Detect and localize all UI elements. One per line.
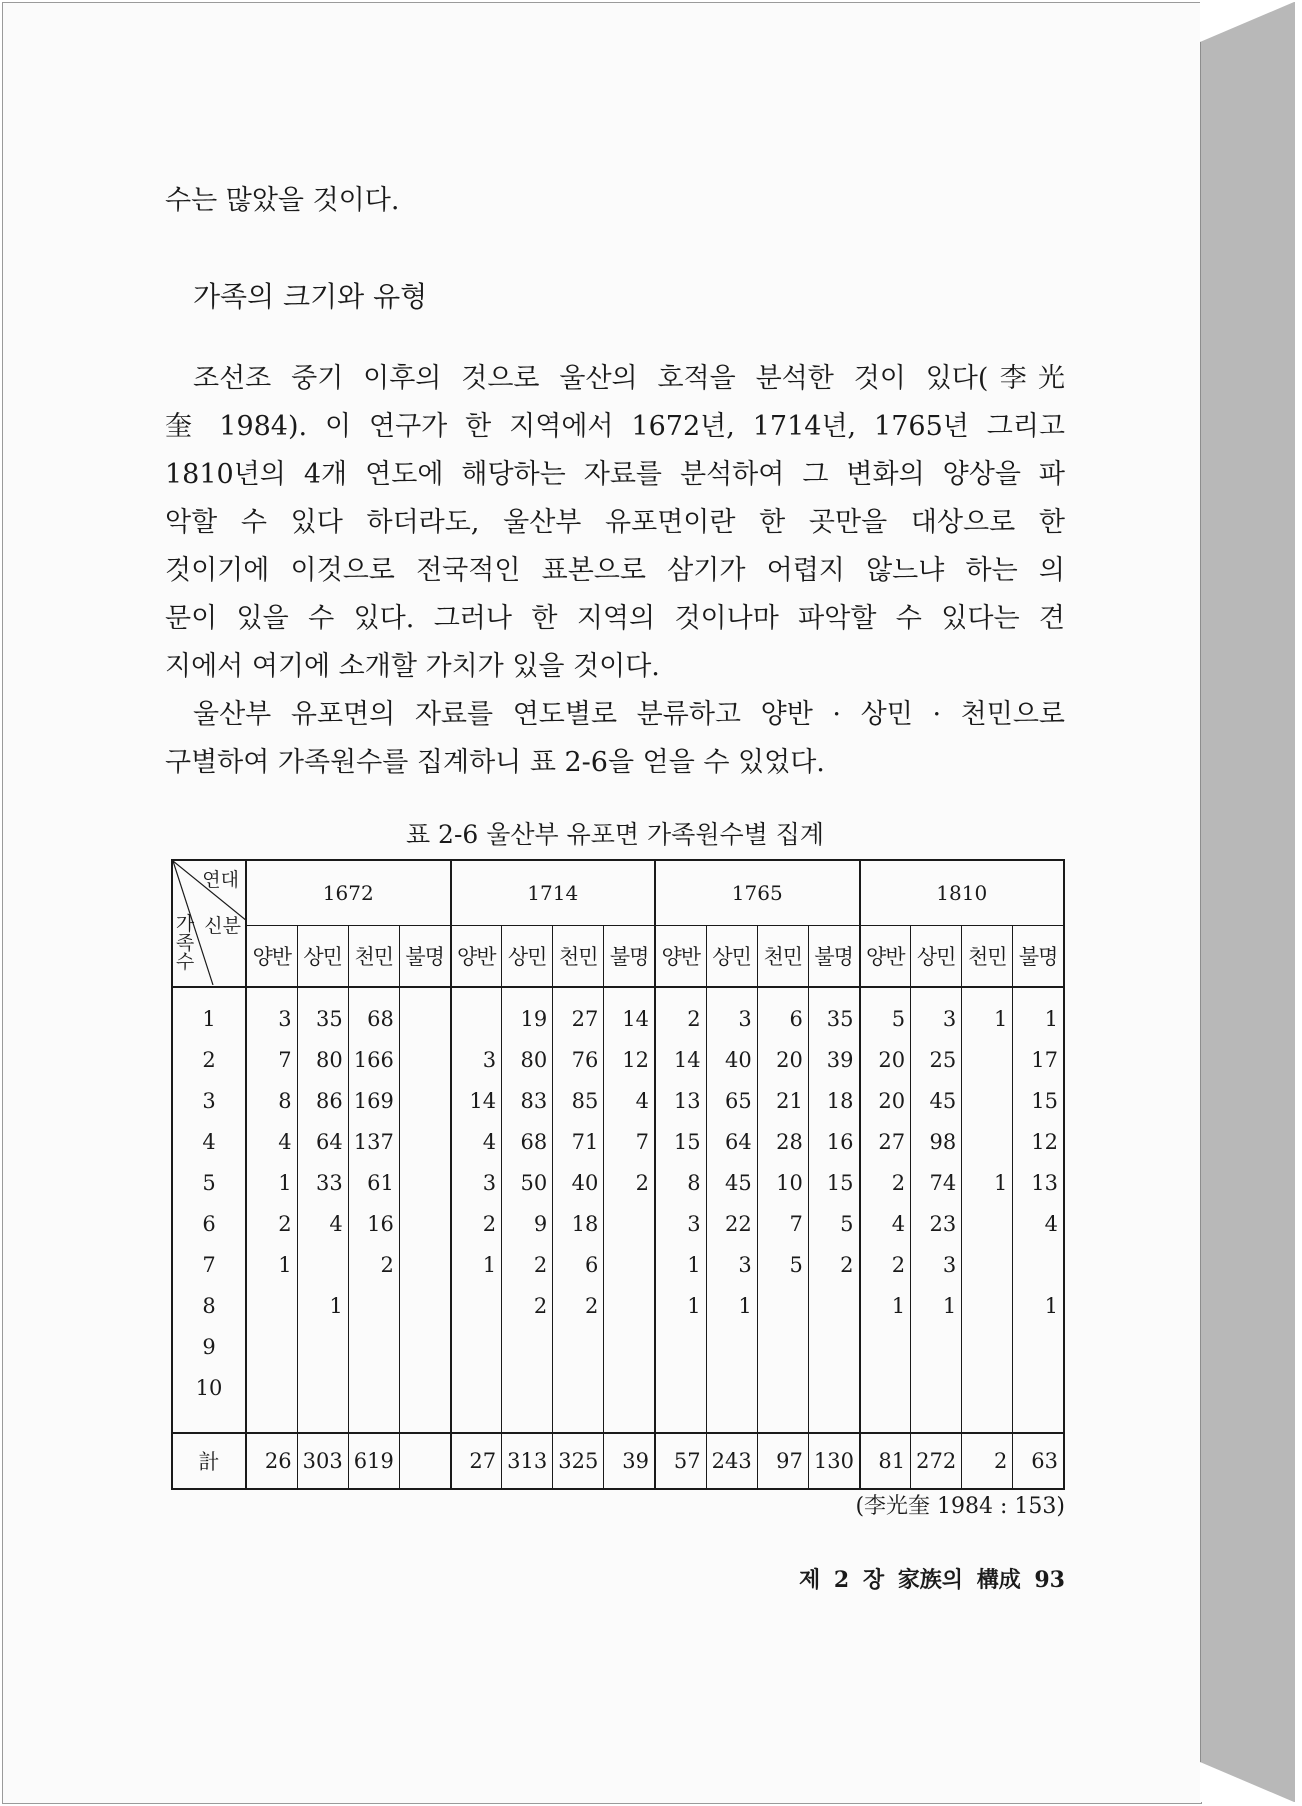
table-cell: 28 xyxy=(757,1121,808,1162)
table-cell: 8 xyxy=(655,1162,706,1203)
table-cell xyxy=(451,1367,502,1408)
table-cell: 166 xyxy=(348,1039,399,1080)
table-cell xyxy=(706,1367,757,1408)
table-cell: 15 xyxy=(1013,1080,1064,1121)
table-cell: 3 xyxy=(655,1203,706,1244)
spacer-cell xyxy=(962,1408,1013,1433)
table-cell: 3 xyxy=(451,1162,502,1203)
table-cell: 1 xyxy=(860,1285,911,1326)
table-cell xyxy=(1013,1326,1064,1367)
table-cell: 6 xyxy=(757,987,808,1039)
table-row xyxy=(172,1367,1064,1408)
table-cell: 20 xyxy=(757,1039,808,1080)
table-cell: 19 xyxy=(502,987,553,1039)
table-cell: 2 xyxy=(246,1203,297,1244)
status-header: 불명 xyxy=(1013,926,1064,988)
table-cell xyxy=(297,1244,348,1285)
spacer-cell xyxy=(451,1408,502,1433)
table-cell xyxy=(911,1367,962,1408)
footer-title: 家族의 構成 xyxy=(897,1567,1021,1593)
table-cell: 71 xyxy=(553,1121,604,1162)
text-line: 지에서 여기에 소개할 가치가 있을 것이다. xyxy=(165,651,660,682)
table-cell: 2 xyxy=(502,1244,553,1285)
table-cell xyxy=(757,1285,808,1326)
table-cell: 6 xyxy=(553,1244,604,1285)
table-cell: 7 xyxy=(246,1039,297,1080)
family-size-label: 3 xyxy=(172,1080,246,1121)
table-cell xyxy=(246,1326,297,1367)
table-cell xyxy=(655,1367,706,1408)
table-cell: 1 xyxy=(655,1244,706,1285)
table-cell xyxy=(962,1203,1013,1244)
table-cell xyxy=(502,1326,553,1367)
table-cell: 1 xyxy=(655,1285,706,1326)
table-cell: 8 xyxy=(246,1080,297,1121)
total-cell: 2 xyxy=(962,1433,1013,1489)
table-cell: 17 xyxy=(1013,1039,1064,1080)
table-cell: 15 xyxy=(808,1162,859,1203)
status-header: 불명 xyxy=(604,926,655,988)
text-line: 문이 있을 수 있다. 그러나 한 지역의 것이나마 파악할 수 있다는 견 xyxy=(165,603,1065,634)
spacer-cell xyxy=(655,1408,706,1433)
table-cell: 3 xyxy=(246,987,297,1039)
total-cell: 26 xyxy=(246,1433,297,1489)
table-cell xyxy=(399,1326,450,1367)
table-cell: 15 xyxy=(655,1121,706,1162)
table-cell xyxy=(502,1367,553,1408)
table-cell xyxy=(808,1367,859,1408)
family-size-label: 8 xyxy=(172,1285,246,1326)
table-cell xyxy=(860,1367,911,1408)
table-cell: 10 xyxy=(757,1162,808,1203)
table-cell: 3 xyxy=(706,1244,757,1285)
spacer-cell xyxy=(706,1408,757,1433)
table-cell: 2 xyxy=(860,1244,911,1285)
table-cell: 14 xyxy=(604,987,655,1039)
family-size-label: 9 xyxy=(172,1326,246,1367)
table-cell xyxy=(962,1244,1013,1285)
table-cell xyxy=(604,1367,655,1408)
spacer-cell xyxy=(297,1408,348,1433)
table-cell xyxy=(962,1121,1013,1162)
table-cell: 80 xyxy=(502,1039,553,1080)
table-cell: 23 xyxy=(911,1203,962,1244)
table-cell xyxy=(451,1285,502,1326)
total-cell: 39 xyxy=(604,1433,655,1489)
status-header: 양반 xyxy=(246,926,297,988)
text-line: 奎 1984). 이 연구가 한 지역에서 1672년, 1714년, 1765년 그리고 xyxy=(165,411,1065,442)
table-cell: 2 xyxy=(808,1244,859,1285)
table-cell xyxy=(962,1367,1013,1408)
table-cell xyxy=(451,1326,502,1367)
table-cell: 2 xyxy=(655,987,706,1039)
status-header: 불명 xyxy=(808,926,859,988)
spacer-cell xyxy=(502,1408,553,1433)
text-line: 1810년의 4개 연도에 해당하는 자료를 분석하여 그 변화의 양상을 파 xyxy=(165,459,1065,490)
table-cell xyxy=(399,1285,450,1326)
book-page xyxy=(2,2,1202,1804)
table-cell: 3 xyxy=(911,1244,962,1285)
table-cell xyxy=(451,987,502,1039)
table-cell xyxy=(399,1244,450,1285)
table-cell xyxy=(348,1367,399,1408)
table-row xyxy=(172,1203,1064,1244)
table-cell xyxy=(808,1285,859,1326)
table-cell: 3 xyxy=(911,987,962,1039)
total-cell: 97 xyxy=(757,1433,808,1489)
table-cell: 64 xyxy=(297,1121,348,1162)
footer-chapter: 제 2 장 xyxy=(798,1567,885,1593)
table-cell: 5 xyxy=(808,1203,859,1244)
table-cell: 22 xyxy=(706,1203,757,1244)
table-cell: 1 xyxy=(962,1162,1013,1203)
table-cell: 45 xyxy=(911,1080,962,1121)
family-size-table xyxy=(171,859,1065,1490)
table-cell: 3 xyxy=(451,1039,502,1080)
table-cell: 1 xyxy=(911,1285,962,1326)
table-cell xyxy=(604,1326,655,1367)
table-cell: 27 xyxy=(553,987,604,1039)
table-cell: 16 xyxy=(808,1121,859,1162)
spacer-cell xyxy=(757,1408,808,1433)
total-label: 計 xyxy=(172,1433,246,1489)
table-spacer-row xyxy=(172,1408,1064,1433)
total-cell: 243 xyxy=(706,1433,757,1489)
year-header: 1810 xyxy=(860,860,1065,926)
spacer-cell xyxy=(172,1408,246,1433)
text-line: 조선조 중기 이후의 것으로 울산의 호적을 분석한 것이 있다(李光 xyxy=(193,363,1065,394)
table-cell xyxy=(911,1326,962,1367)
table-cell xyxy=(860,1326,911,1367)
family-size-label: 4 xyxy=(172,1121,246,1162)
table-cell: 1 xyxy=(1013,1285,1064,1326)
table-body xyxy=(172,987,1064,1433)
table-cell: 3 xyxy=(706,987,757,1039)
status-header: 상민 xyxy=(502,926,553,988)
table-cell xyxy=(399,1203,450,1244)
table-cell: 1 xyxy=(297,1285,348,1326)
table-cell: 20 xyxy=(860,1039,911,1080)
table-cell: 68 xyxy=(348,987,399,1039)
table-cell xyxy=(348,1326,399,1367)
table-cell: 4 xyxy=(246,1121,297,1162)
text-line: 울산부 유포면의 자료를 연도별로 분류하고 양반 · 상민 · 천민으로 xyxy=(193,699,1065,730)
table-cell: 74 xyxy=(911,1162,962,1203)
table-cell: 4 xyxy=(1013,1203,1064,1244)
spacer-cell xyxy=(604,1408,655,1433)
table-cell: 5 xyxy=(757,1244,808,1285)
table-row xyxy=(172,1080,1064,1121)
table-cell xyxy=(246,1285,297,1326)
table-cell xyxy=(962,1080,1013,1121)
table-row xyxy=(172,987,1064,1039)
table-cell: 80 xyxy=(297,1039,348,1080)
table-cell: 4 xyxy=(451,1121,502,1162)
spacer-cell xyxy=(348,1408,399,1433)
corner-status-label: 신분 xyxy=(204,915,241,937)
table-cell: 2 xyxy=(502,1285,553,1326)
family-size-label: 6 xyxy=(172,1203,246,1244)
table-cell: 45 xyxy=(706,1162,757,1203)
total-row xyxy=(172,1433,1064,1489)
table-cell: 1 xyxy=(706,1285,757,1326)
total-cell: 619 xyxy=(348,1433,399,1489)
total-cell: 130 xyxy=(808,1433,859,1489)
total-cell: 272 xyxy=(911,1433,962,1489)
spine-bottom-bevel xyxy=(1200,1762,1294,1802)
table-cell: 27 xyxy=(860,1121,911,1162)
table-cell: 20 xyxy=(860,1080,911,1121)
spacer-cell xyxy=(860,1408,911,1433)
text-line: 구별하여 가족원수를 집계하니 표 2-6을 얻을 수 있었다. xyxy=(165,747,825,778)
spacer-cell xyxy=(1013,1408,1064,1433)
table-cell: 4 xyxy=(860,1203,911,1244)
table-cell xyxy=(604,1203,655,1244)
table-cell xyxy=(757,1367,808,1408)
status-header: 상민 xyxy=(911,926,962,988)
table-cell xyxy=(1013,1367,1064,1408)
table-corner-header xyxy=(172,860,246,987)
carryover-line: 수는 많았을 것이다. xyxy=(165,185,400,216)
table-cell: 98 xyxy=(911,1121,962,1162)
status-header: 천민 xyxy=(757,926,808,988)
table-cell: 76 xyxy=(553,1039,604,1080)
table-cell: 39 xyxy=(808,1039,859,1080)
text-line: 것이기에 이것으로 전국적인 표본으로 삼기가 어렵지 않느냐 하는 의 xyxy=(165,555,1065,586)
status-header: 천민 xyxy=(962,926,1013,988)
page-number: 93 xyxy=(1034,1567,1065,1593)
corner-size-char: 족 xyxy=(175,932,195,954)
running-footer xyxy=(799,1563,1065,1594)
status-header: 상민 xyxy=(706,926,757,988)
total-cell: 325 xyxy=(553,1433,604,1489)
table-cell: 12 xyxy=(1013,1121,1064,1162)
table-cell: 4 xyxy=(297,1203,348,1244)
table-cell: 33 xyxy=(297,1162,348,1203)
table-cell xyxy=(297,1367,348,1408)
table-cell: 12 xyxy=(604,1039,655,1080)
table-cell: 14 xyxy=(655,1039,706,1080)
table-cell xyxy=(399,1039,450,1080)
table-cell: 40 xyxy=(706,1039,757,1080)
table-cell xyxy=(399,1162,450,1203)
table-cell xyxy=(604,1285,655,1326)
year-header: 1672 xyxy=(246,860,451,926)
corner-size-char: 가 xyxy=(175,913,195,935)
family-size-label: 5 xyxy=(172,1162,246,1203)
table-cell: 83 xyxy=(502,1080,553,1121)
total-cell: 303 xyxy=(297,1433,348,1489)
total-cell: 63 xyxy=(1013,1433,1064,1489)
spacer-cell xyxy=(808,1408,859,1433)
table-cell: 85 xyxy=(553,1080,604,1121)
year-header: 1765 xyxy=(655,860,860,926)
table-cell xyxy=(706,1326,757,1367)
table-cell xyxy=(399,1367,450,1408)
table-cell xyxy=(757,1326,808,1367)
table-cell xyxy=(604,1244,655,1285)
table-cell: 4 xyxy=(604,1080,655,1121)
table-cell: 18 xyxy=(553,1203,604,1244)
corner-size-char: 수 xyxy=(175,951,195,973)
table-cell: 1 xyxy=(451,1244,502,1285)
table-cell: 18 xyxy=(808,1080,859,1121)
table-cell: 86 xyxy=(297,1080,348,1121)
section-heading: 가족의 크기와 유형 xyxy=(193,280,428,313)
table-cell xyxy=(962,1285,1013,1326)
status-header: 천민 xyxy=(553,926,604,988)
table-cell xyxy=(655,1326,706,1367)
status-header: 상민 xyxy=(297,926,348,988)
table-row xyxy=(172,1039,1064,1080)
corner-size-label xyxy=(175,915,195,972)
table-cell: 1 xyxy=(962,987,1013,1039)
table-cell: 50 xyxy=(502,1162,553,1203)
table-cell xyxy=(399,1080,450,1121)
table-cell xyxy=(962,1039,1013,1080)
spacer-cell xyxy=(553,1408,604,1433)
total-cell: 27 xyxy=(451,1433,502,1489)
table-cell: 25 xyxy=(911,1039,962,1080)
table-cell xyxy=(1013,1244,1064,1285)
table-cell: 2 xyxy=(348,1244,399,1285)
table-cell: 5 xyxy=(860,987,911,1039)
status-header: 천민 xyxy=(348,926,399,988)
table-cell: 21 xyxy=(757,1080,808,1121)
table-cell xyxy=(962,1326,1013,1367)
total-cell: 57 xyxy=(655,1433,706,1489)
table-caption: 표 2-6 울산부 유포면 가족원수별 집계 xyxy=(405,820,825,849)
table-cell xyxy=(553,1367,604,1408)
table-row xyxy=(172,1121,1064,1162)
status-header: 양반 xyxy=(451,926,502,988)
spacer-cell xyxy=(911,1408,962,1433)
table-cell xyxy=(348,1285,399,1326)
status-header: 양반 xyxy=(655,926,706,988)
table-source: (李光奎 1984 : 153) xyxy=(855,1494,1065,1519)
family-size-label: 1 xyxy=(172,987,246,1039)
table-cell: 137 xyxy=(348,1121,399,1162)
table-cell xyxy=(246,1367,297,1408)
status-header: 불명 xyxy=(399,926,450,988)
table-cell: 2 xyxy=(451,1203,502,1244)
table-cell: 2 xyxy=(553,1285,604,1326)
table-cell: 64 xyxy=(706,1121,757,1162)
year-header: 1714 xyxy=(451,860,656,926)
table-cell: 40 xyxy=(553,1162,604,1203)
table-cell: 1 xyxy=(246,1162,297,1203)
table-row xyxy=(172,1162,1064,1203)
table-cell: 1 xyxy=(246,1244,297,1285)
spacer-cell xyxy=(246,1408,297,1433)
table-cell: 13 xyxy=(1013,1162,1064,1203)
table-cell: 7 xyxy=(604,1121,655,1162)
status-header-row xyxy=(172,926,1064,988)
status-header: 양반 xyxy=(860,926,911,988)
spine-top-bevel xyxy=(1200,2,1294,42)
text-line: 악할 수 있다 하더라도, 울산부 유포면이란 한 곳만을 대상으로 한 xyxy=(165,507,1065,538)
table-cell: 2 xyxy=(860,1162,911,1203)
table-cell xyxy=(399,987,450,1039)
table-row xyxy=(172,1326,1064,1367)
table-cell: 169 xyxy=(348,1080,399,1121)
table-cell: 35 xyxy=(297,987,348,1039)
corner-year-label: 연대 xyxy=(202,869,239,891)
table-cell xyxy=(808,1326,859,1367)
spacer-cell xyxy=(399,1408,450,1433)
table-cell xyxy=(297,1326,348,1367)
table-cell: 13 xyxy=(655,1080,706,1121)
table-cell: 7 xyxy=(757,1203,808,1244)
table-cell: 9 xyxy=(502,1203,553,1244)
table-cell: 14 xyxy=(451,1080,502,1121)
family-size-label: 10 xyxy=(172,1367,246,1408)
table-cell: 16 xyxy=(348,1203,399,1244)
total-cell: 81 xyxy=(860,1433,911,1489)
table-cell: 61 xyxy=(348,1162,399,1203)
total-cell xyxy=(399,1433,450,1489)
total-cell: 313 xyxy=(502,1433,553,1489)
table-cell: 68 xyxy=(502,1121,553,1162)
table-cell xyxy=(553,1326,604,1367)
family-size-label: 2 xyxy=(172,1039,246,1080)
table-cell: 35 xyxy=(808,987,859,1039)
table-cell: 65 xyxy=(706,1080,757,1121)
table-cell: 2 xyxy=(604,1162,655,1203)
book-spine xyxy=(1200,2,1295,1802)
table-row xyxy=(172,1244,1064,1285)
table-cell xyxy=(399,1121,450,1162)
table-row xyxy=(172,1285,1064,1326)
table-cell: 1 xyxy=(1013,987,1064,1039)
family-size-label: 7 xyxy=(172,1244,246,1285)
